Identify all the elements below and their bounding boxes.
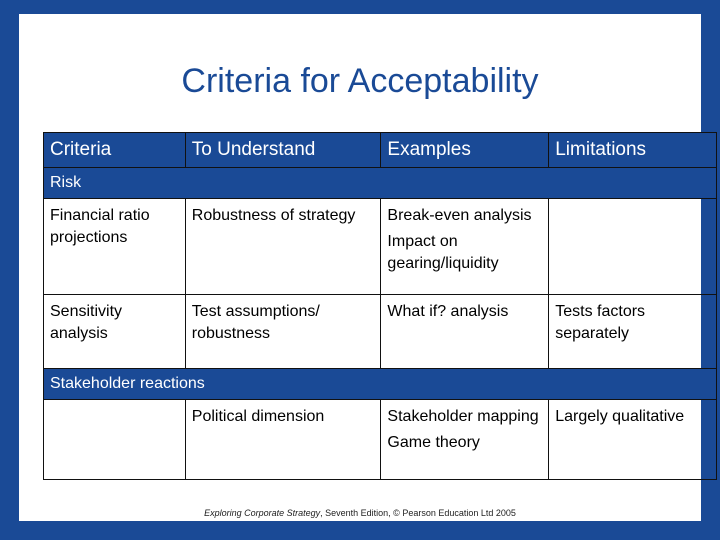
footer-book-title: Exploring Corporate Strategy (204, 508, 321, 518)
footer-credit (19, 508, 701, 518)
criteria-cell (44, 400, 186, 480)
understand-cell: Political dimension (185, 400, 381, 480)
limitations-cell: Largely qualitative (549, 400, 717, 480)
example-item: Impact on gearing/liquidity (387, 233, 499, 272)
examples-cell (381, 199, 549, 295)
section-label: Stakeholder reactions (44, 369, 717, 400)
example-item: What if? analysis (387, 303, 509, 320)
header-criteria: Criteria (44, 133, 186, 168)
example-item: Game theory (387, 434, 480, 451)
section-row-stakeholder (44, 369, 717, 400)
footer-edition: , Seventh Edition, © Pearson Education Ltd 2005 (320, 508, 516, 518)
section-label: Risk (44, 168, 717, 199)
header-to-understand: To Understand (185, 133, 381, 168)
understand-cell: Robustness of strategy (185, 199, 381, 295)
section-row-risk (44, 168, 717, 199)
examples-cell (381, 400, 549, 480)
criteria-cell: Sensitivity analysis (44, 295, 186, 369)
example-item: Stakeholder mapping (387, 408, 539, 425)
criteria-cell: Financial ratio projections (44, 199, 186, 295)
slide-title: Criteria for Acceptability (181, 62, 539, 100)
header-examples: Examples (381, 133, 549, 168)
header-row (44, 133, 717, 168)
slide-body (19, 14, 701, 521)
header-limitations: Limitations (549, 133, 717, 168)
table-row (44, 400, 717, 480)
table-row (44, 199, 717, 295)
limitations-cell (549, 199, 717, 295)
understand-cell: Test assumptions/ robustness (185, 295, 381, 369)
table-row (44, 295, 717, 369)
criteria-table (43, 132, 717, 480)
example-item: Break-even analysis (387, 207, 532, 224)
examples-cell (381, 295, 549, 369)
limitations-cell: Tests factors separately (549, 295, 717, 369)
